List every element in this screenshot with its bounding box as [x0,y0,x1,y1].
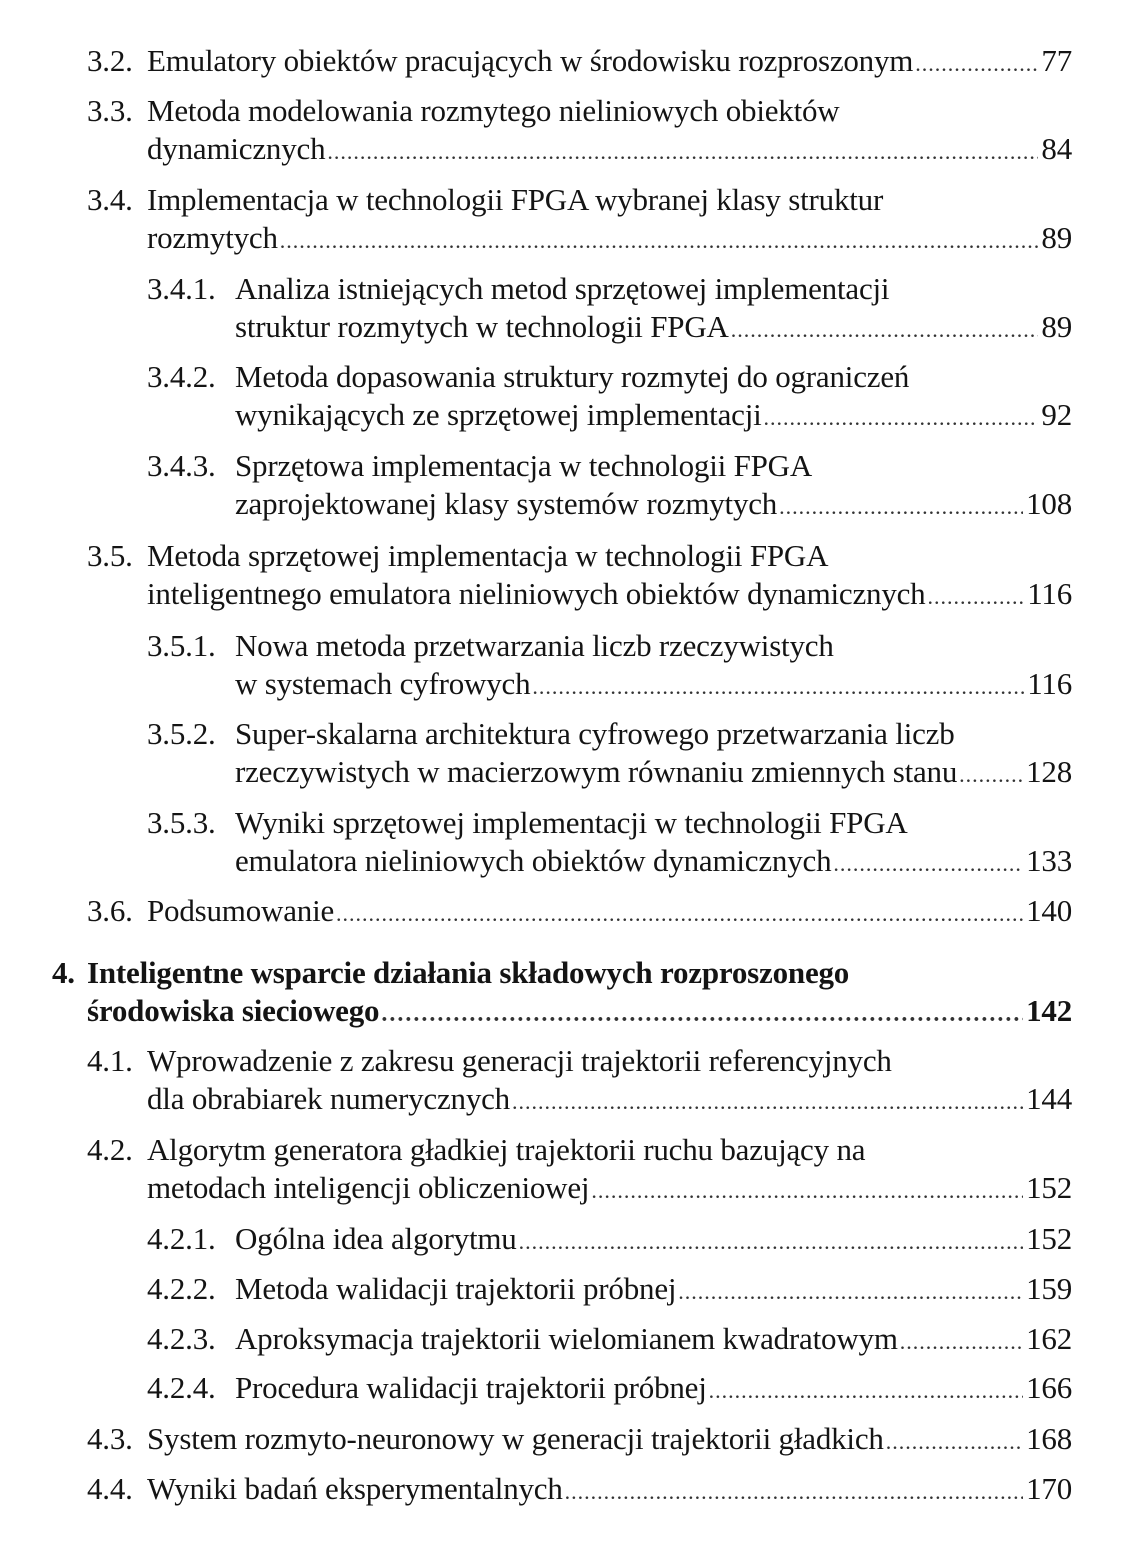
toc-entry-number: 3.4. [87,182,133,217]
toc-entry-number: 3.6. [87,893,133,928]
toc-entry-title-line: środowiska sieciowego [87,993,380,1028]
toc-entry-number: 3.3. [87,93,133,128]
dot-leader [678,1273,1023,1311]
toc-entry-title-line: System rozmyto-neuronowy w generacji trajektorii gładkich [147,1421,884,1456]
toc-entry-title-line: Wyniki sprzętowej implementacji w technologii FPGA [235,805,908,840]
toc-entry-number: 4.1. [87,1043,133,1078]
toc-entry-title-line: rozmytych [147,220,278,255]
toc-entry [147,1369,1072,1407]
toc-entry [87,1420,1072,1458]
toc-page-number: 84 [1041,131,1072,166]
toc-entry [147,270,1072,346]
toc-entry-number: 3.5.3. [147,805,216,840]
toc-entry-title-line: Ogólna idea algorytmu [235,1221,517,1256]
toc-entry-title-line: struktur rozmytych w technologii FPGA [235,309,729,344]
dot-leader [532,668,1024,706]
toc-entry [87,537,1072,613]
toc-entry-number: 3.4.3. [147,448,216,483]
toc-page-number: 89 [1041,220,1072,255]
toc-entry-title-line: Nowa metoda przetwarzania liczb rzeczywistych [235,628,834,663]
dot-leader [833,845,1023,883]
toc-entry [147,804,1072,880]
toc-entry-number: 4.4. [87,1471,133,1506]
toc-entry-title-line: Aproksymacja trajektorii wielomianem kwadratowym [235,1321,898,1356]
toc-entry-title-line: Sprzętowa implementacja w technologii FPGA [235,448,813,483]
toc-entry-title-line: Metoda sprzętowej implementacja w technologii FPGA [147,538,829,573]
toc-entry [87,1042,1072,1118]
toc-entry [87,892,1072,930]
dot-leader [731,311,1039,349]
toc-entry-title-line: Algorytm generatora gładkiej trajektorii ruchu bazujący na [147,1132,866,1167]
toc-page-number: 159 [1026,1271,1072,1306]
toc-entry-title-line: Podsumowanie [147,893,335,928]
toc-entry-number: 3.5. [87,538,133,573]
toc-entry-title-line: Analiza istniejących metod sprzętowej implementacji [235,271,890,306]
toc-page-number: 140 [1026,893,1072,928]
toc-entry-number: 4.2.3. [147,1321,216,1356]
toc-page-number: 108 [1026,486,1072,521]
toc-entry-number: 4.2. [87,1132,133,1167]
toc-entry [87,1131,1072,1207]
toc-entry-title-line: inteligentnego emulatora nieliniowych obiektów dynamicznych [147,576,926,611]
toc-entry [147,358,1072,434]
toc-entry-title-line: Metoda dopasowania struktury rozmytej do ograniczeń [235,359,910,394]
toc-entry-title-line: Wprowadzenie z zakresu generacji trajektorii referencyjnych [147,1043,892,1078]
toc-entry-title-line: Super-skalarna architektura cyfrowego przetwarzania liczb [235,716,955,751]
toc-entry-number: 4.2.1. [147,1221,216,1256]
toc-page-number: 92 [1041,397,1072,432]
toc-entry-title-line: Implementacja w technologii FPGA wybranej klasy struktur [147,182,884,217]
toc-page-number: 142 [1026,993,1072,1028]
toc-page-number: 152 [1026,1170,1072,1205]
toc-entry-title-line: rzeczywistych w macierzowym równaniu zmiennych stanu [235,754,958,789]
toc-page-number: 144 [1026,1081,1072,1116]
toc-page-number: 168 [1026,1421,1072,1456]
dot-leader [512,1083,1023,1121]
toc-entry-number: 4.3. [87,1421,133,1456]
dot-leader [779,488,1023,526]
toc-page-number: 128 [1026,754,1072,789]
toc-entry-number: 3.4.1. [147,271,216,306]
toc-entry-number: 3.5.1. [147,628,216,663]
toc-entry-title-line: zaprojektowanej klasy systemów rozmytych [235,486,778,521]
toc-chapter-entry [52,954,1072,1030]
toc-page-number: 133 [1026,843,1072,878]
toc-entry [87,92,1072,168]
toc-entry [147,1320,1072,1358]
toc-entry-title-line: w systemach cyfrowych [235,666,531,701]
dot-leader [886,1423,1023,1461]
toc-page-number: 116 [1027,666,1072,701]
dot-leader [927,578,1024,616]
toc-entry [147,627,1072,703]
toc-entry-title-line: Wyniki badań eksperymentalnych [147,1471,563,1506]
toc-entry-number: 3.4.2. [147,359,216,394]
dot-leader [709,1372,1023,1410]
toc-page-number: 77 [1041,43,1072,78]
toc-entry-title-line: Emulatory obiektów pracujących w środowisku rozproszonym [147,43,914,78]
toc-entry-title-line: dynamicznych [147,131,326,166]
dot-leader [336,895,1023,933]
toc-entry-title-line: Procedura walidacji trajektorii próbnej [235,1370,707,1405]
dot-leader [591,1172,1023,1210]
toc-entry-number: 3.5.2. [147,716,216,751]
dot-leader [519,1223,1023,1261]
toc-entry-title-line: dla obrabiarek numerycznych [147,1081,510,1116]
toc-page-number: 89 [1041,309,1072,344]
dot-leader [327,133,1038,171]
dot-leader [565,1473,1023,1511]
toc-entry [87,42,1072,80]
toc-entry-title-line: wynikających ze sprzętowej implementacji [235,397,762,432]
dot-leader [959,756,1023,794]
toc-entry [147,1220,1072,1258]
toc-entry [87,1470,1072,1508]
toc-entry-title-line: emulatora nieliniowych obiektów dynamicznych [235,843,832,878]
dot-leader [280,222,1039,260]
toc-entry-title-line: Metoda modelowania rozmytego nieliniowych obiektów [147,93,840,128]
toc-entry-title-line: Inteligentne wsparcie działania składowych rozproszonego [87,955,850,990]
toc-page-number: 166 [1026,1370,1072,1405]
toc-entry-title-line: metodach inteligencji obliczeniowej [147,1170,590,1205]
dot-leader [764,399,1039,437]
toc-entry [147,715,1072,791]
dot-leader [900,1323,1023,1361]
toc-entry [87,181,1072,257]
toc-page-number: 116 [1027,576,1072,611]
toc-entry-title-line: Metoda walidacji trajektorii próbnej [235,1271,677,1306]
dot-leader [915,45,1038,83]
toc-page-number: 162 [1026,1321,1072,1356]
toc-page-number: 170 [1026,1471,1072,1506]
toc-entry-number: 3.2. [87,43,133,78]
toc-entry-number: 4.2.2. [147,1271,216,1306]
toc-page-number: 152 [1026,1221,1072,1256]
toc-entry-number: 4. [52,955,75,990]
toc-entry [147,1270,1072,1308]
dot-leader [381,995,1023,1033]
toc-entry-number: 4.2.4. [147,1370,216,1405]
toc-entry [147,447,1072,523]
